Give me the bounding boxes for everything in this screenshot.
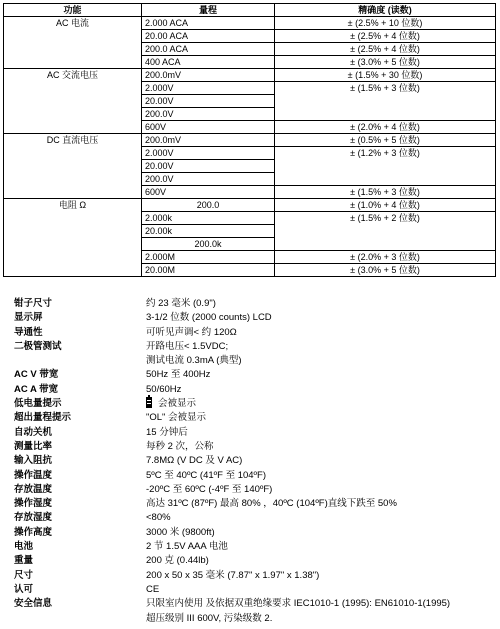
spec-value-line (146, 469, 500, 483)
range-cell: 200.0V (142, 173, 275, 186)
function-cell: DC 直流电压 (4, 134, 142, 199)
spec-row (14, 411, 500, 425)
spec-value (146, 297, 500, 311)
spec-row (14, 554, 500, 568)
range-cell: 20.00V (142, 160, 275, 173)
spec-value-line (146, 554, 500, 568)
spec-row (14, 297, 500, 311)
spec-value-text: 3-1/2 位数 (2000 counts) LCD (146, 312, 272, 324)
spec-value-text: 开路电压< 1.5VDC; (146, 340, 229, 352)
range-cell: 200.0mV (142, 69, 275, 82)
spec-value-line (146, 497, 500, 511)
spec-value-text: -20ºC 至 60ºC (-4ºF 至 140ºF) (146, 483, 273, 495)
range-cell: 600V (142, 186, 275, 199)
spec-value-text: 超压级别 III 600V, 污染级数 2. (146, 612, 273, 624)
spec-value-text: 只限室内使用 及依据双重绝缘要求 IEC1010-1 (1995): EN61010-1(1995) (146, 598, 451, 610)
accuracy-cell: ± (3.0% + 5 位数) (275, 264, 496, 277)
spec-value-text: <80% (146, 512, 171, 524)
spec-row (14, 597, 500, 626)
spec-value-line (146, 540, 500, 554)
header-accuracy: 精确度 (读数) (275, 4, 496, 17)
table-header-row (4, 4, 496, 17)
spec-row (14, 583, 500, 597)
spec-value-text: 高达 31ºC (87ºF) 最高 80% ，40ºC (104ºF)直线下跌至 50% (146, 498, 397, 510)
spec-row (14, 469, 500, 483)
function-cell: AC 交流电压 (4, 69, 142, 134)
spec-value-line (146, 411, 500, 425)
spec-label: 存放湿度 (14, 512, 53, 524)
spec-label: 尺寸 (14, 569, 34, 581)
spec-value-line (146, 326, 500, 340)
spec-value (146, 511, 500, 525)
spec-row (14, 526, 500, 540)
accuracy-cell: ± (1.0% + 4 位数) (275, 199, 496, 212)
spec-row (14, 483, 500, 497)
spec-value-line (146, 440, 500, 454)
spec-label: 操作湿度 (14, 498, 53, 510)
spec-label: 操作温度 (14, 469, 53, 481)
accuracy-cell: ± (2.0% + 3 位数) (275, 251, 496, 264)
accuracy-spec-table (3, 3, 496, 277)
accuracy-cell: ± (1.5% + 30 位数) (275, 69, 496, 82)
function-cell: AC 电流 (4, 17, 142, 69)
spec-label: 认可 (14, 583, 34, 595)
spec-row (14, 569, 500, 583)
range-cell: 200.0k (142, 238, 275, 251)
spec-value (146, 454, 500, 468)
spec-label: AC V 带宽 (14, 369, 59, 381)
spec-value-line (146, 511, 500, 525)
spec-value-text: CE (146, 583, 160, 595)
spec-label: 低电量提示 (14, 398, 62, 410)
spec-value-text: 约 23 毫米 (0.9") (146, 298, 216, 309)
header-range: 量程 (142, 4, 275, 17)
spec-value-line (146, 597, 500, 611)
range-cell: 200.0 ACA (142, 43, 275, 56)
spec-value-text: 200 x 50 x 35 毫米 (7.87" x 1.97" x 1.38") (146, 569, 320, 581)
spec-value-text: 50Hz 至 400Hz (146, 369, 211, 381)
spec-value (146, 540, 500, 554)
spec-row (14, 383, 500, 397)
function-cell: 电阻 Ω (4, 199, 142, 277)
spec-value-text: 2 节 1.5V AAA 电池 (146, 541, 228, 553)
spec-value-line (146, 569, 500, 583)
accuracy-cell: ± (3.0% + 5 位数) (275, 56, 496, 69)
spec-value-text: 会被显示 (158, 398, 197, 410)
spec-value (146, 326, 500, 340)
spec-value-line (146, 383, 500, 397)
spec-label: 自动关机 (14, 426, 53, 438)
battery-icon (146, 397, 152, 408)
spec-row (14, 340, 500, 369)
spec-label: 超出量程提示 (14, 412, 72, 424)
spec-value (146, 497, 500, 511)
spec-row (14, 454, 500, 468)
spec-row (14, 326, 500, 340)
spec-value-line (146, 454, 500, 468)
spec-label: 输入阻抗 (14, 455, 53, 467)
specification-list (14, 297, 500, 626)
spec-value-line (146, 426, 500, 440)
spec-label: 显示屏 (14, 312, 43, 324)
spec-value-text: 每秒 2 次，公称 (146, 440, 214, 452)
spec-value (146, 597, 500, 626)
range-cell: 20.00k (142, 225, 275, 238)
spec-value (146, 569, 500, 583)
range-cell: 20.00 ACA (142, 30, 275, 43)
spec-value (146, 340, 500, 369)
spec-value-line (146, 612, 500, 626)
spec-value (146, 440, 500, 454)
spec-value-text: 200 克 (0.44lb) (146, 555, 209, 567)
range-cell: 2.000V (142, 82, 275, 95)
spec-value (146, 311, 500, 325)
spec-value-line (146, 583, 500, 597)
spec-label: 电池 (14, 541, 34, 553)
spec-label: 钳子尺寸 (14, 298, 53, 309)
spec-label: 导通性 (14, 326, 43, 338)
spec-row (14, 311, 500, 325)
table-row (4, 134, 496, 147)
spec-value-text: 3000 米 (9800ft) (146, 526, 215, 538)
accuracy-cell: ± (1.5% + 3 位数) (275, 82, 496, 121)
spec-label: 二极管测试 (14, 340, 62, 352)
spec-value-text: 15 分钟后 (146, 426, 188, 438)
spec-row (14, 426, 500, 440)
spec-value (146, 526, 500, 540)
spec-value (146, 368, 500, 382)
spec-value (146, 469, 500, 483)
table-row (4, 199, 496, 212)
accuracy-cell: ± (1.5% + 3 位数) (275, 186, 496, 199)
spec-value-line (146, 483, 500, 497)
spec-value-text: 7.8MΩ (V DC 及 V AC) (146, 455, 243, 467)
spec-value-line (146, 397, 500, 411)
spec-label: AC A 带宽 (14, 383, 59, 395)
accuracy-cell: ± (0.5% + 5 位数) (275, 134, 496, 147)
spec-value-line (146, 354, 500, 368)
header-function: 功能 (4, 4, 142, 17)
range-cell: 2.000k (142, 212, 275, 225)
spec-value (146, 426, 500, 440)
spec-value-text: 测试电流 0.3mA (典型) (146, 355, 242, 367)
spec-label: 重量 (14, 555, 34, 567)
spec-row (14, 511, 500, 525)
spec-value-text: 50/60Hz (146, 383, 182, 395)
range-cell: 200.0 (142, 199, 275, 212)
accuracy-cell: ± (2.5% + 4 位数) (275, 43, 496, 56)
spec-value-text: 可听见声调< 约 120Ω (146, 326, 237, 338)
spec-value-line (146, 526, 500, 540)
spec-label: 操作高度 (14, 526, 53, 538)
spec-value-text: 5ºC 至 40ºC (41ºF 至 104ºF) (146, 469, 266, 481)
spec-value (146, 483, 500, 497)
range-cell: 20.00M (142, 264, 275, 277)
spec-row (14, 540, 500, 554)
spec-label: 测量比率 (14, 440, 53, 452)
spec-value-line (146, 368, 500, 382)
range-cell: 2.000V (142, 147, 275, 160)
range-cell: 200.0V (142, 108, 275, 121)
spec-row (14, 397, 500, 411)
spec-value (146, 583, 500, 597)
spec-value-text: "OL" 会被显示 (146, 412, 207, 424)
accuracy-cell: ± (2.5% + 10 位数) (275, 17, 496, 30)
accuracy-cell: ± (1.2% + 3 位数) (275, 147, 496, 186)
range-cell: 400 ACA (142, 56, 275, 69)
spec-label: 存放温度 (14, 483, 53, 495)
range-cell: 2.000M (142, 251, 275, 264)
accuracy-cell: ± (1.5% + 2 位数) (275, 212, 496, 251)
spec-label: 安全信息 (14, 598, 53, 610)
spec-row (14, 368, 500, 382)
table-row (4, 69, 496, 82)
spec-row (14, 440, 500, 454)
spec-value-line (146, 297, 500, 311)
spec-value (146, 397, 500, 411)
range-cell: 2.000 ACA (142, 17, 275, 30)
range-cell: 600V (142, 121, 275, 134)
range-cell: 20.00V (142, 95, 275, 108)
spec-value (146, 383, 500, 397)
spec-value (146, 554, 500, 568)
spec-row (14, 497, 500, 511)
spec-value-line (146, 340, 500, 354)
table-row (4, 17, 496, 30)
accuracy-cell: ± (2.0% + 4 位数) (275, 121, 496, 134)
accuracy-cell: ± (2.5% + 4 位数) (275, 30, 496, 43)
spec-value (146, 411, 500, 425)
spec-value-line (146, 311, 500, 325)
range-cell: 200.0mV (142, 134, 275, 147)
